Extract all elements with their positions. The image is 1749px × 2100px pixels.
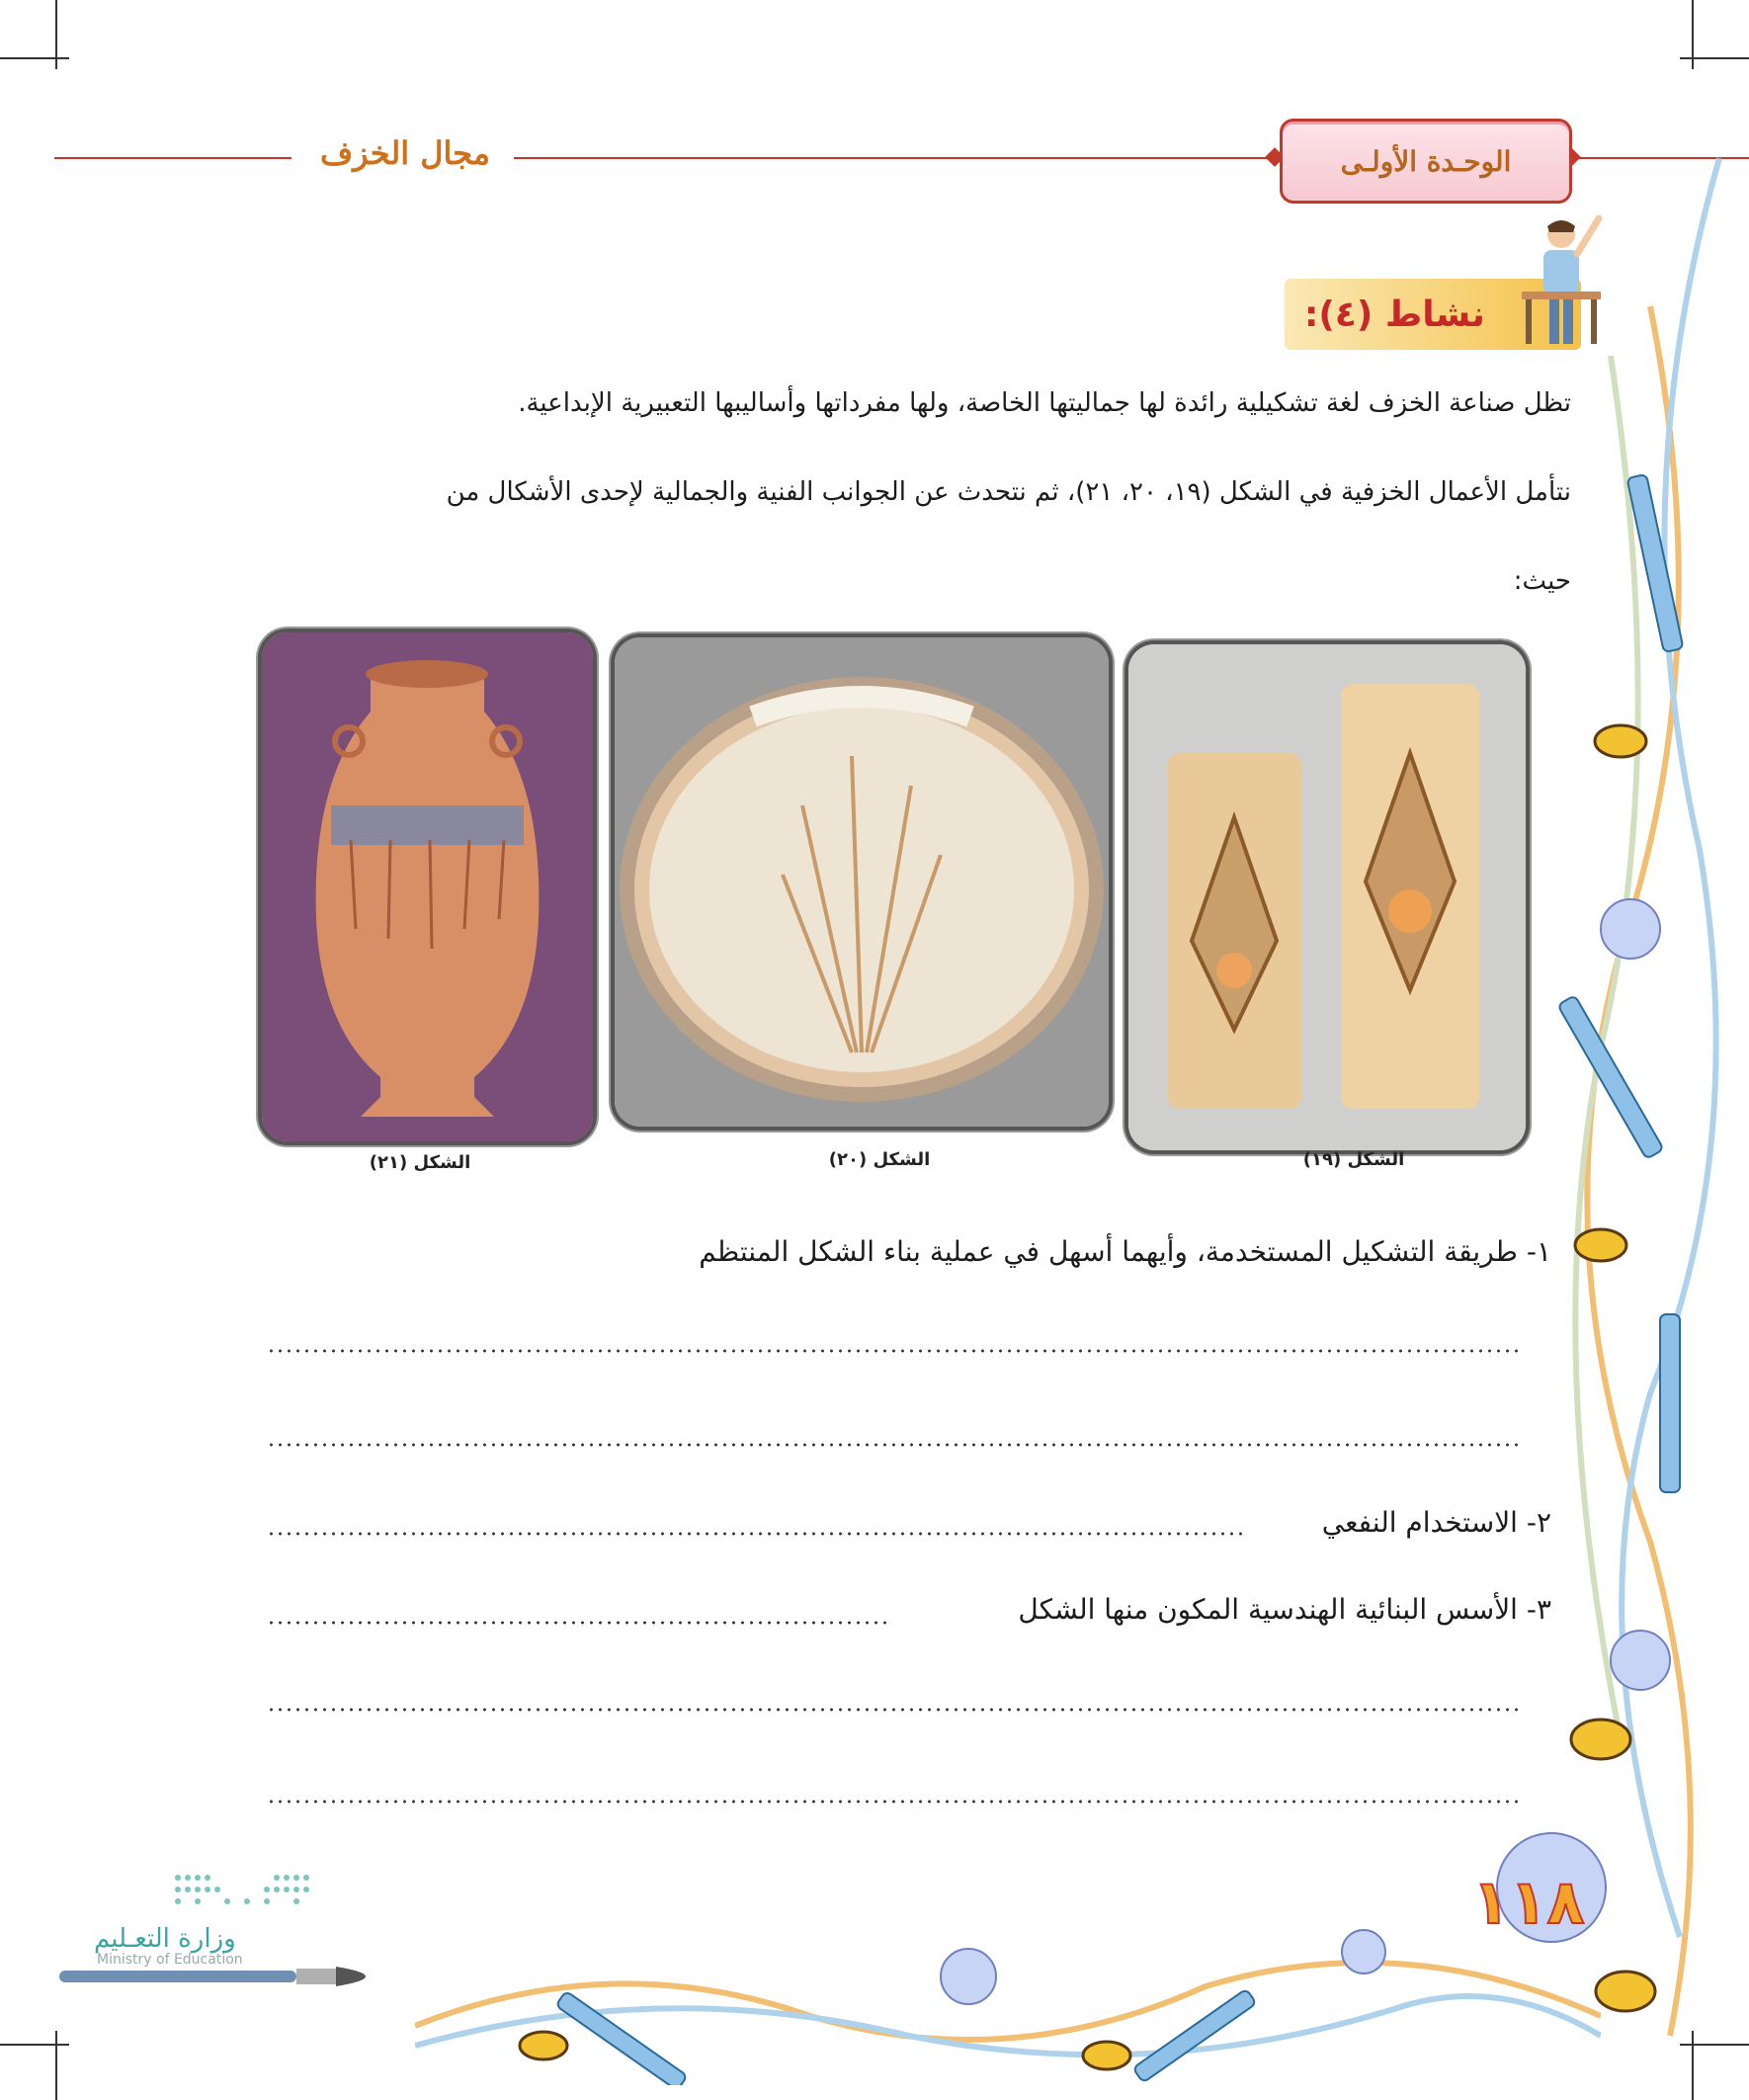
question-2: ٢- الاستخدام النفعي xyxy=(1321,1506,1551,1539)
unit-title: الوحـدة الأولـى xyxy=(1340,144,1512,178)
header-rule xyxy=(514,157,1275,159)
answer-line[interactable] xyxy=(267,1708,1522,1712)
answer-line[interactable] xyxy=(267,1532,1245,1536)
intro-line-3: حيث: xyxy=(1513,566,1571,596)
page-number: ١١٨ xyxy=(1472,1866,1585,1938)
ministry-name: وزارة التعـليم xyxy=(94,1924,236,1954)
brush-icon xyxy=(59,1957,415,1996)
decorative-border-icon xyxy=(1423,59,1749,2095)
ministry-logo-icon xyxy=(168,1868,326,1912)
figure-20-photo xyxy=(615,637,1109,1127)
crop-mark xyxy=(0,57,69,59)
figure-19-caption: الشكل (١٩) xyxy=(1302,1149,1405,1170)
answer-line[interactable] xyxy=(267,1621,889,1625)
crop-mark xyxy=(55,2031,57,2100)
figure-21-caption: الشكل (٢١) xyxy=(369,1152,471,1173)
question-1: ١- طريقة التشكيل المستخدمة، وأيهما أسهل في عملية بناء الشكل المنتظم xyxy=(699,1235,1551,1268)
header-rule xyxy=(54,157,292,159)
figure-20-caption: الشكل (٢٠) xyxy=(828,1149,931,1170)
field-title: مجال الخزف xyxy=(296,134,514,172)
decorative-footer-icon xyxy=(415,1907,1601,2085)
answer-line[interactable] xyxy=(267,1800,1522,1804)
activity-title: نشاط (٤): xyxy=(1304,294,1485,335)
question-3: ٣- الأسس البنائية الهندسية المكون منها الشكل xyxy=(1018,1593,1551,1626)
ministry-sub: Ministry of Education xyxy=(97,1952,243,1968)
crop-mark xyxy=(0,2044,69,2046)
figure-21-photo xyxy=(262,632,593,1141)
answer-line[interactable] xyxy=(267,1443,1522,1447)
intro-line-2: نتأمل الأعمال الخزفية في الشكل (١٩، ٢٠، ٢١)، ثم نتحدث عن الجوانب الفنية والجمالية لإحدى الأشكال من xyxy=(446,477,1571,507)
answer-line[interactable] xyxy=(267,1349,1522,1353)
crop-mark xyxy=(55,0,57,69)
intro-line-1: تظل صناعة الخزف لغة تشكيلية رائدة لها جماليتها الخاصة، ولها مفرداتها وأساليبها التعبيرية الإبداعية. xyxy=(518,388,1571,418)
